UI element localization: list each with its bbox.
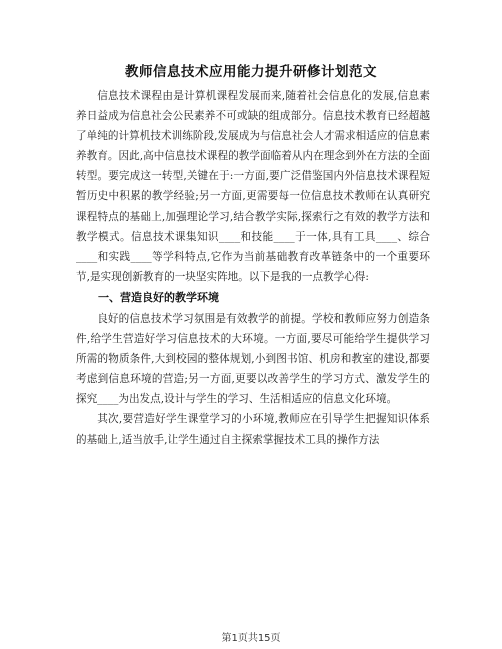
section-heading: 一、营造良好的教学环境 <box>98 290 219 304</box>
document-title: 教师信息技术应用能力提升研修计划范文 <box>125 64 377 80</box>
section-paragraph-1: 良好的信息技术学习氛围是有效教学的前提。学校和教师应努力创造条件,给学生营造好学习信息技术的大环境。一方面,要尽可能给学生提供学习所需的物质条件,大到校园的整体规划,小到图书馆、机房和教室的建设,都要考虑到信息环境的营造;另一方面,更要以改善学生的学习方式、激发学生的探究____为出发点,设计与学生的学习、生活相适应的信息文化环境。 <box>76 312 430 406</box>
intro-paragraph: 信息技术课程由是计算机课程发展而来,随着社会信息化的发展,信息素养日益成为信息社会公民素养不可或缺的组成部分。信息技术教育已经超越了单纯的计算机技术训练阶段,发展成为与信息社会人才需求相适应的信息素养教育。因此,高中信息技术课程的教学面临着从内在理念到外在方法的全面转型。要完成这一转型,关键在于:一方面,要广泛借鉴国内外信息技术课程短暂历史中积累的教学经验;另一方面,更需要每一位信息技术教师在认真研究课程特点的基础上,加强理论学习,结合教学实际,探索行之有效的教学方法和教学模式。信息技术课集知识____和技能____于一体,具有工具____、综合____和实践____等学科特点,它作为当前基础教育改革链条中的一个重要环节,是实现创新教育的一块坚实阵地。以下是我的一点教学心得: <box>76 90 430 283</box>
section-paragraph-2: 其次,要营造好学生课堂学习的小环境,教师应在引导学生把握知识体系的基础上,适当放手,让学生通过自主探索掌握技术工具的操作方法 <box>76 413 430 446</box>
page-number-footer: 第1页共15页 <box>221 633 281 644</box>
document-body <box>76 86 430 450</box>
